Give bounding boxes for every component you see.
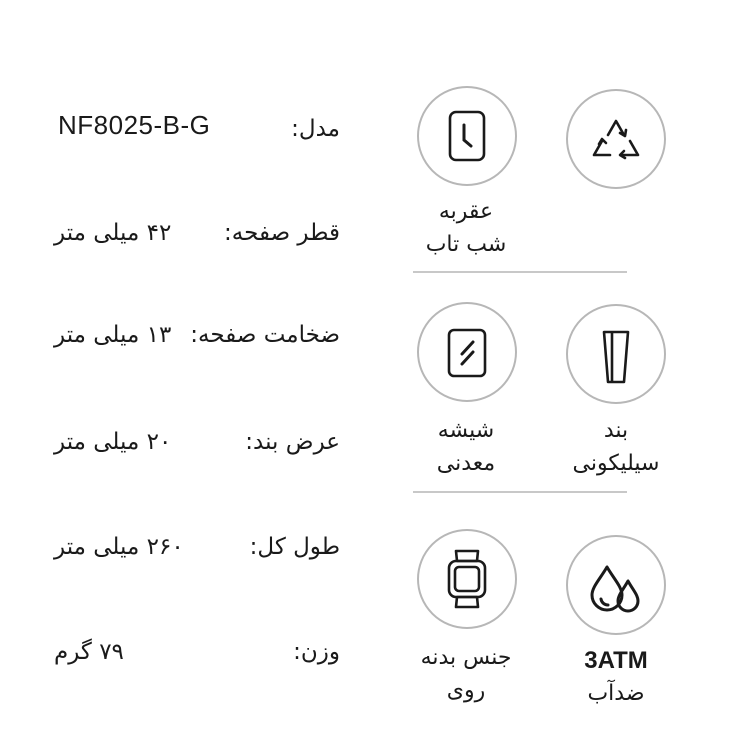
section-divider-2	[413, 491, 627, 493]
spec-label-total-length: طول کل:	[249, 534, 340, 560]
spec-label-dial-thickness: ضخامت صفحه:	[190, 322, 340, 348]
caption-mineral-glass-line-1: شیشه	[437, 418, 495, 443]
caption-mineral-glass	[391, 414, 541, 480]
water-resistance-icon	[566, 535, 666, 635]
spec-label-weight: وزن:	[293, 639, 340, 665]
case-material-icon	[417, 529, 517, 629]
caption-water-resistance	[541, 644, 691, 710]
caption-silicone-strap	[541, 414, 691, 480]
caption-water-resistance-line-1: 3ATM	[584, 647, 648, 674]
spec-value-total-length: ۲۶۰ میلی متر	[54, 534, 184, 560]
luminous-hands-icon	[417, 86, 517, 186]
spec-value-strap-width: ۲۰ میلی متر	[54, 429, 172, 455]
spec-label-strap-width: عرض بند:	[245, 429, 340, 455]
caption-silicone-strap-line-2: سیلیکونی	[572, 451, 660, 476]
caption-silicone-strap-line-1: بند	[603, 418, 629, 443]
spec-label-model: مدل:	[291, 116, 340, 142]
caption-case-material-line-1: جنس بدنه	[420, 645, 512, 670]
caption-case-material-line-2: روی	[446, 678, 486, 703]
caption-luminous-hands	[391, 195, 541, 261]
spec-value-weight: ۷۹ گرم	[54, 639, 124, 665]
caption-case-material	[391, 641, 541, 707]
silicone-strap-icon	[566, 304, 666, 404]
caption-luminous-hands-line-1: عقربه	[438, 199, 494, 224]
spec-value-dial-thickness: ۱۳ میلی متر	[54, 322, 172, 348]
spec-label-dial-diameter: قطر صفحه:	[224, 220, 340, 246]
caption-water-resistance-line-2: ضدآب	[587, 681, 645, 706]
mineral-glass-icon	[417, 302, 517, 402]
spec-value-dial-diameter: ۴۲ میلی متر	[54, 220, 172, 246]
spec-value-model: NF8025-B-G	[58, 110, 211, 140]
caption-mineral-glass-line-2: معدنی	[436, 451, 496, 476]
recycle-icon	[566, 89, 666, 189]
section-divider-1	[413, 271, 627, 273]
caption-luminous-hands-line-2: شب تاب	[425, 232, 507, 257]
